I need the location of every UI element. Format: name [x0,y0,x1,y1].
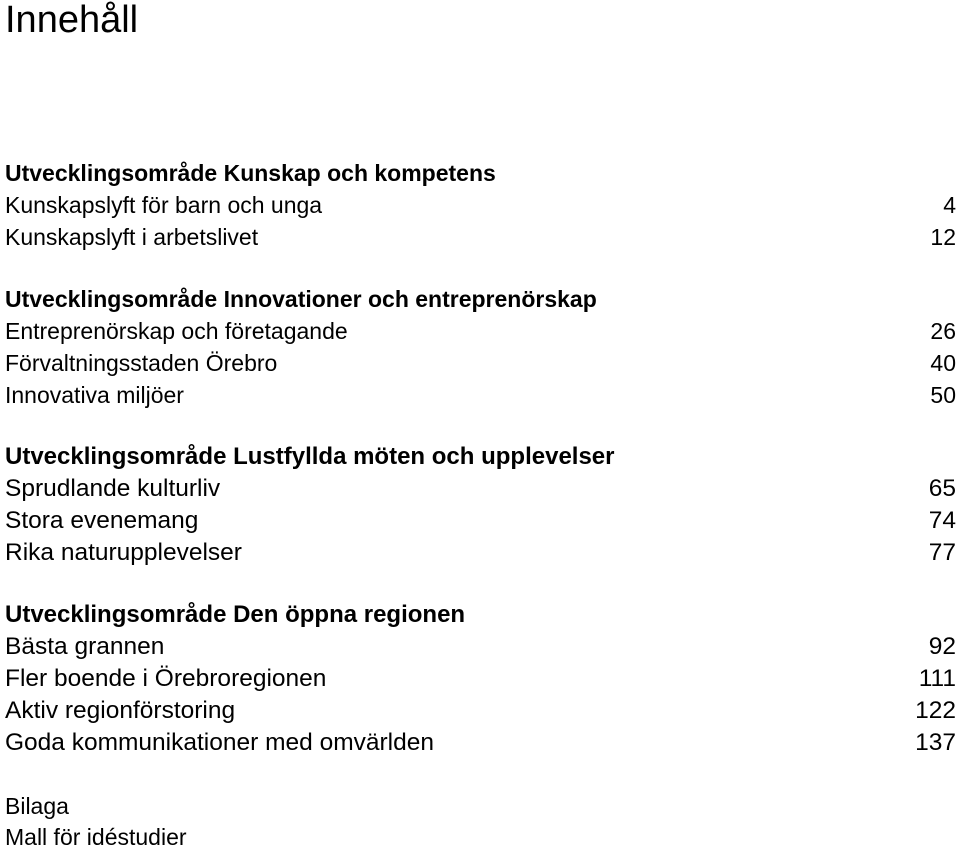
toc-entry-label: Rika naturupplevelser [5,539,242,566]
toc-entry[interactable] [5,315,960,347]
toc-entry[interactable] [5,537,960,569]
toc-entry-page: 50 [930,382,956,408]
toc-entry-label: Entreprenörskap och företagande [5,318,348,344]
toc-entry-page: 65 [928,475,956,502]
toc-section-innovationer [5,283,960,411]
section-heading: Utvecklingsområde Lustfyllda möten och upplevelser [5,443,615,470]
toc-entry-page: 26 [930,318,956,344]
toc-entry-label: Förvaltningsstaden Örebro [5,350,278,376]
toc-entry-page: 40 [930,350,956,376]
toc-entry-label: Aktiv regionförstoring [5,697,236,724]
section-heading: Utvecklingsområde Innovationer och entreprenörskap [5,286,597,312]
toc-entry-page: 122 [915,697,956,724]
appendix-item[interactable]: Mall för idéstudier [5,824,187,850]
toc-entry[interactable] [5,727,960,759]
toc-entry-label: Bästa grannen [5,633,165,660]
toc-entry[interactable] [5,379,960,411]
toc-section-kunskap [5,157,960,253]
toc-entry[interactable] [5,347,960,379]
toc-section-oppna-regionen [5,599,960,759]
toc-section-lustfyllda [5,441,960,569]
toc-entry-label: Sprudlande kulturliv [5,475,221,502]
toc-entry-label: Goda kommunikationer med omvärlden [5,729,434,756]
table-of-contents [5,157,960,759]
toc-entry[interactable] [5,505,960,537]
section-heading: Utvecklingsområde Den öppna regionen [5,601,466,628]
toc-entry-page: 77 [928,539,956,566]
toc-entry[interactable] [5,189,960,221]
appendix-heading: Bilaga [5,793,69,819]
toc-entry-page: 12 [930,224,956,250]
toc-entry-label: Kunskapslyft i arbetslivet [5,224,259,250]
toc-entry-label: Kunskapslyft för barn och unga [5,192,323,218]
toc-entry-page: 137 [915,729,956,756]
toc-entry[interactable] [5,221,960,253]
toc-entry[interactable] [5,663,960,695]
toc-entry-label: Innovativa miljöer [5,382,184,408]
toc-entry[interactable] [5,631,960,663]
toc-entry-page: 74 [928,507,956,534]
toc-entry-label: Fler boende i Örebroregionen [5,665,327,692]
toc-entry[interactable] [5,695,960,727]
toc-entry-page: 111 [918,665,956,692]
appendix [5,791,187,853]
toc-entry-label: Stora evenemang [5,507,199,534]
toc-entry-page: 4 [943,192,956,218]
toc-entry-page: 92 [928,633,956,660]
section-heading: Utvecklingsområde Kunskap och kompetens [5,160,496,186]
toc-entry[interactable] [5,473,960,505]
page-title: Innehåll [5,0,139,41]
